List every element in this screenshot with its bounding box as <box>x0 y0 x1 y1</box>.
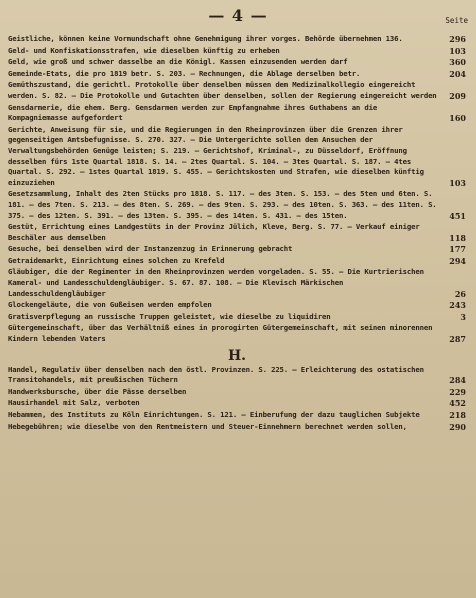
index-entry <box>8 398 466 409</box>
index-entry-page: 451 <box>449 210 466 221</box>
index-entry-text: Gensdarmerie, die ehem. Berg. Gensdarmen werden zur Empfangnahme ihres Guthabens an die Kompagniemasse aufgefordert <box>8 102 382 123</box>
index-entry-page: 177 <box>449 244 466 255</box>
index-entry-text: Gläubiger, die der Regimenter in den Rheinprovinzen werden vorgeladen. S. 55. — Die Kurtrierischen Kameral- und Landesschuldengläubiger. S. 67. 87. 108. — Die Klevisch Märkischen Landesschuldengläubiger <box>8 267 429 298</box>
index-entry-page: 118 <box>449 232 466 243</box>
index-entry-text: Hebegebühren; wie dieselbe von den Rentmeistern und Steuer-Einnehmern berechnet werden sollen, <box>8 421 407 431</box>
index-entry <box>8 57 466 68</box>
index-entry-page: 452 <box>449 398 466 409</box>
index-entry <box>8 312 466 323</box>
index-entry <box>8 189 466 221</box>
page-number: — 4 — <box>208 6 268 25</box>
index-entry <box>8 410 466 421</box>
index-entry <box>8 256 466 267</box>
index-entry-text: Handel, Regulativ über denselben nach den östl. Provinzen. S. 225. — Erleichterung des ostatischen Transitohandels, mit preußischen Tüchern <box>8 364 429 385</box>
index-entry <box>8 125 466 189</box>
index-entry <box>8 80 466 101</box>
index-entry-text: Geld- und Konfiskationsstrafen, wie dieselben künftig zu erheben <box>8 45 280 55</box>
index-entry-page: 218 <box>449 410 466 420</box>
index-entry-text: Gesuche, bei denselben wird der Instanzenzug in Erinnerung gebracht <box>8 244 293 254</box>
index-entries <box>8 34 466 433</box>
index-entry-text: Gütergemeinschaft, über das Verhältniß eines in prorogirten Gütergemeinschaft, mit seinen minorennen Kindern lebenden Vaters <box>8 323 437 344</box>
index-entry <box>8 244 466 255</box>
index-entry-text: Gemeinde-Etats, die pro 1819 betr. S. 203. — Rechnungen, die Ablage derselben betr. <box>8 68 361 78</box>
index-entry <box>8 46 466 57</box>
index-entry-text: Hausirhandel mit Salz, verboten <box>8 398 140 408</box>
index-entry <box>8 387 466 398</box>
index-entry-text: Getraidemarkt, Einrichtung eines solchen zu Krefeld <box>8 255 225 265</box>
index-entry <box>8 300 466 311</box>
index-entry-text: Handwerksbursche, über die Pässe derselben <box>8 386 187 396</box>
index-entry <box>8 34 466 45</box>
index-entry-text: Gesetzsammlung, Inhalt des 2ten Stücks pro 1818. S. 117. — des 3ten. S. 153. — des 5ten und 6ten. S. 181. — des 7ten. S. 213. — des 8ten. S. 269. — des 9ten. S. 293. — des 10ten. S. 363. — des 11ten. S. 375. — des 12ten. S. 391. — des 13ten. S. 395. — des 14ten. S. 431. — des 15ten. <box>8 189 441 220</box>
index-entry-page: 26 <box>454 288 466 299</box>
index-entry-page: 243 <box>449 300 466 311</box>
index-entry-page: 103 <box>449 177 466 188</box>
index-entry-page: 360 <box>449 57 466 68</box>
index-entry-text: Geistliche, können keine Vormundschaft ohne Genehmigung ihrer vorges. Behörde übernehmen 136. <box>8 34 403 43</box>
index-entry-text: Glockengeläute, die von Gußeisen werden empfolen <box>8 300 212 310</box>
index-entry <box>8 323 466 344</box>
index-entry-page: 290 <box>449 421 466 432</box>
index-entry <box>8 267 466 299</box>
section-letter: H. <box>227 347 247 364</box>
page-header <box>0 4 476 24</box>
index-entry-page: 284 <box>449 375 466 386</box>
index-entry-page: 3 <box>460 311 466 322</box>
page-column-heading: Seite <box>445 16 468 25</box>
index-entry <box>8 222 466 243</box>
index-entry-text: Gerichte, Anweisung für sie, und die Regierungen in den Rheinprovinzen über die Grenzen ihrer gegenseitigen Amtsbefugnisse. S. 270. 327. — Die Untergerichte sollen dem Ansuchen der Verwaltungsbehörden Genüge leisten; S. 219. — Gerichtshof, Kriminal-, zu Düsseldorf, Eröffnung desselben fürs 1ste Quartal 1818. S. 14. — 2tes Quartal. S. 104. — 3tes Quartal. S. 187. — 4tes Quartal. S. 292. — 1stes Quartal 1819. S. 455. — Gerichtskosten und Strafen, wie dieselben künftig einzuziehen <box>8 124 429 187</box>
index-entry <box>8 103 466 124</box>
index-entry-text: Gratisverpflegung an russische Truppen geleistet, wie dieselbe zu liquidiren <box>8 311 331 321</box>
index-entry-page: 287 <box>449 334 466 345</box>
index-entry <box>8 422 466 433</box>
index-entry-text: Gemüthszustand, die gerichtl. Protokolle über denselben müssen dem Medizinalkollegio eingereicht werden. S. 82. — Die Protokolle und Gutachten über denselben, sollen der Regierung eingereicht werden <box>8 80 437 100</box>
index-entry <box>8 69 466 80</box>
index-entry-text: Geld, wie groß und schwer dasselbe an die Königl. Kassen einzusenden werden darf <box>8 57 348 67</box>
index-entry-page: 229 <box>449 386 466 397</box>
index-entry-text: Hebammen, des Instituts zu Köln Einrichtungen. S. 121. — Einberufung der dazu tauglichen Subjekte <box>8 410 420 419</box>
index-entry-page: 209 <box>449 90 466 101</box>
index-entry-page: 294 <box>449 255 466 266</box>
index-section-h <box>8 365 466 433</box>
index-entry-page: 103 <box>449 45 466 56</box>
index-entry-page: 160 <box>449 113 466 124</box>
index-entry-page: 204 <box>449 68 466 79</box>
index-entry-text: Gestüt, Errichtung eines Landgestüts in der Provinz Jülich, Kleve, Berg. S. 77. — Verkauf einiger Beschäler aus demselben <box>8 222 424 242</box>
index-section-g <box>8 34 466 345</box>
index-entry <box>8 365 466 386</box>
index-entry-page: 296 <box>449 34 466 44</box>
